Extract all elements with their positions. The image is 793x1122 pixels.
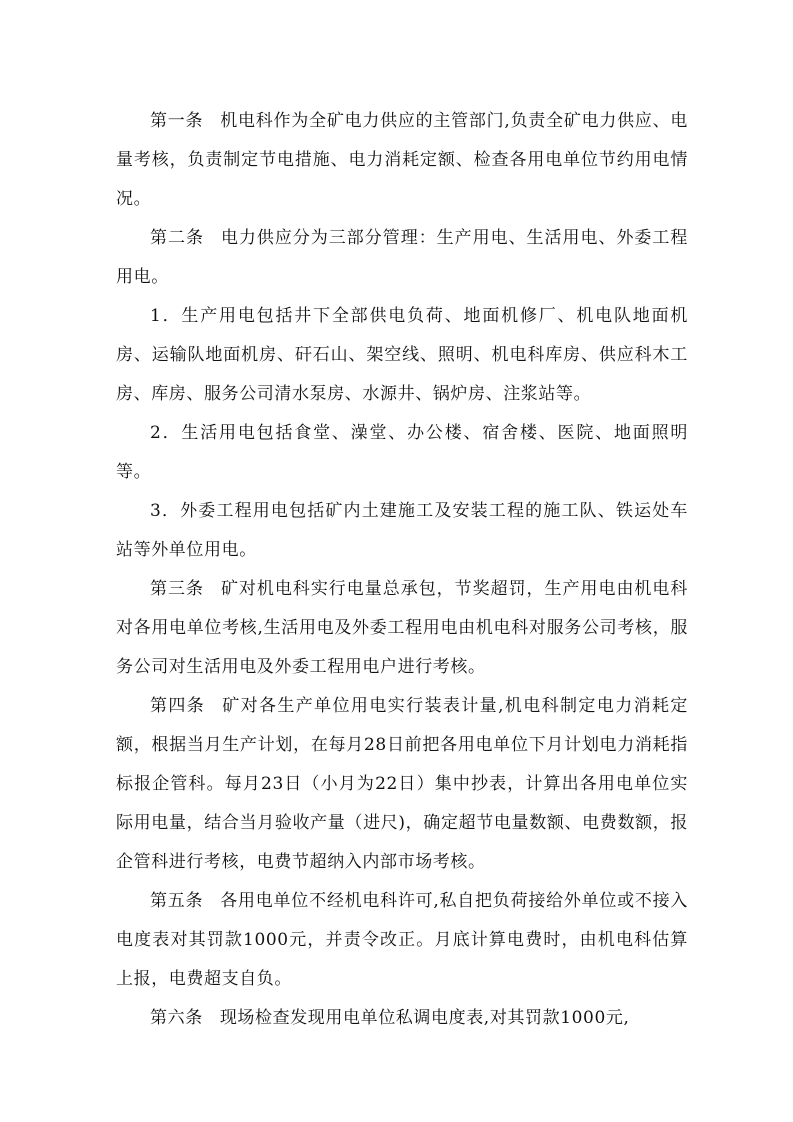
- article-2-paragraph: [116, 219, 688, 297]
- article-text: 矿对机电科实行电量总承包，节奖超罚，生产用电由机电科对各用电单位考核,生活用电及外委工程用电由机电科对服务公司考核，服务公司对生活用电及外委工程用电户进行考核。: [116, 579, 688, 677]
- article-label: 第六条: [150, 1008, 203, 1028]
- list-item-text: 3．外委工程用电包括矿内土建施工及安装工程的施工队、铁运处车站等外单位用电。: [116, 501, 688, 560]
- article-text: 现场检查发现用电单位私调电度表,对其罚款1000元,: [219, 1008, 630, 1028]
- article-4-paragraph: [116, 687, 688, 882]
- article-label: 第二条: [150, 228, 204, 248]
- article-text: 各用电单位不经机电科许可,私自把负荷接给外单位或不接入电度表对其罚款1000元，并责令改正。月底计算电费时，由机电科估算上报，电费超支自负。: [116, 891, 688, 989]
- article-label: 第一条: [150, 111, 204, 131]
- list-item-3: [116, 492, 688, 570]
- article-label: 第四条: [150, 696, 206, 716]
- article-5-paragraph: [116, 882, 688, 999]
- article-text: 电力供应分为三部分管理：生产用电、生活用电、外委工程用电。: [116, 228, 688, 287]
- article-1-paragraph: [116, 102, 688, 219]
- list-item-text: 1．生产用电包括井下全部供电负荷、地面机修厂、机电队地面机房、运输队地面机房、矸石山、架空线、照明、机电科库房、供应科木工房、库房、服务公司清水泵房、水源井、锅炉房、注浆站等。: [116, 306, 688, 404]
- list-item-1: [116, 297, 688, 414]
- article-3-paragraph: [116, 570, 688, 687]
- list-item-text: 2．生活用电包括食堂、澡堂、办公楼、宿舍楼、医院、地面照明等。: [116, 423, 688, 482]
- article-text: 机电科作为全矿电力供应的主管部门,负责全矿电力供应、电量考核，负责制定节电措施、电力消耗定额、检查各用电单位节约用电情况。: [116, 111, 688, 209]
- article-label: 第三条: [150, 579, 204, 599]
- article-label: 第五条: [150, 891, 204, 911]
- document-page: [116, 102, 688, 1038]
- article-6-paragraph: [116, 999, 688, 1038]
- list-item-2: [116, 414, 688, 492]
- article-text: 矿对各生产单位用电实行装表计量,机电科制定电力消耗定额，根据当月生产计划，在每月28日前把各用电单位下月计划电力消耗指标报企管科。每月23日（小月为22日）集中抄表，计算出各用电单位实际用电量，结合当月验收产量（进尺)，确定超节电量数额、电费数额，报企管科进行考核，电费节超纳入内部市场考核。: [116, 696, 688, 872]
